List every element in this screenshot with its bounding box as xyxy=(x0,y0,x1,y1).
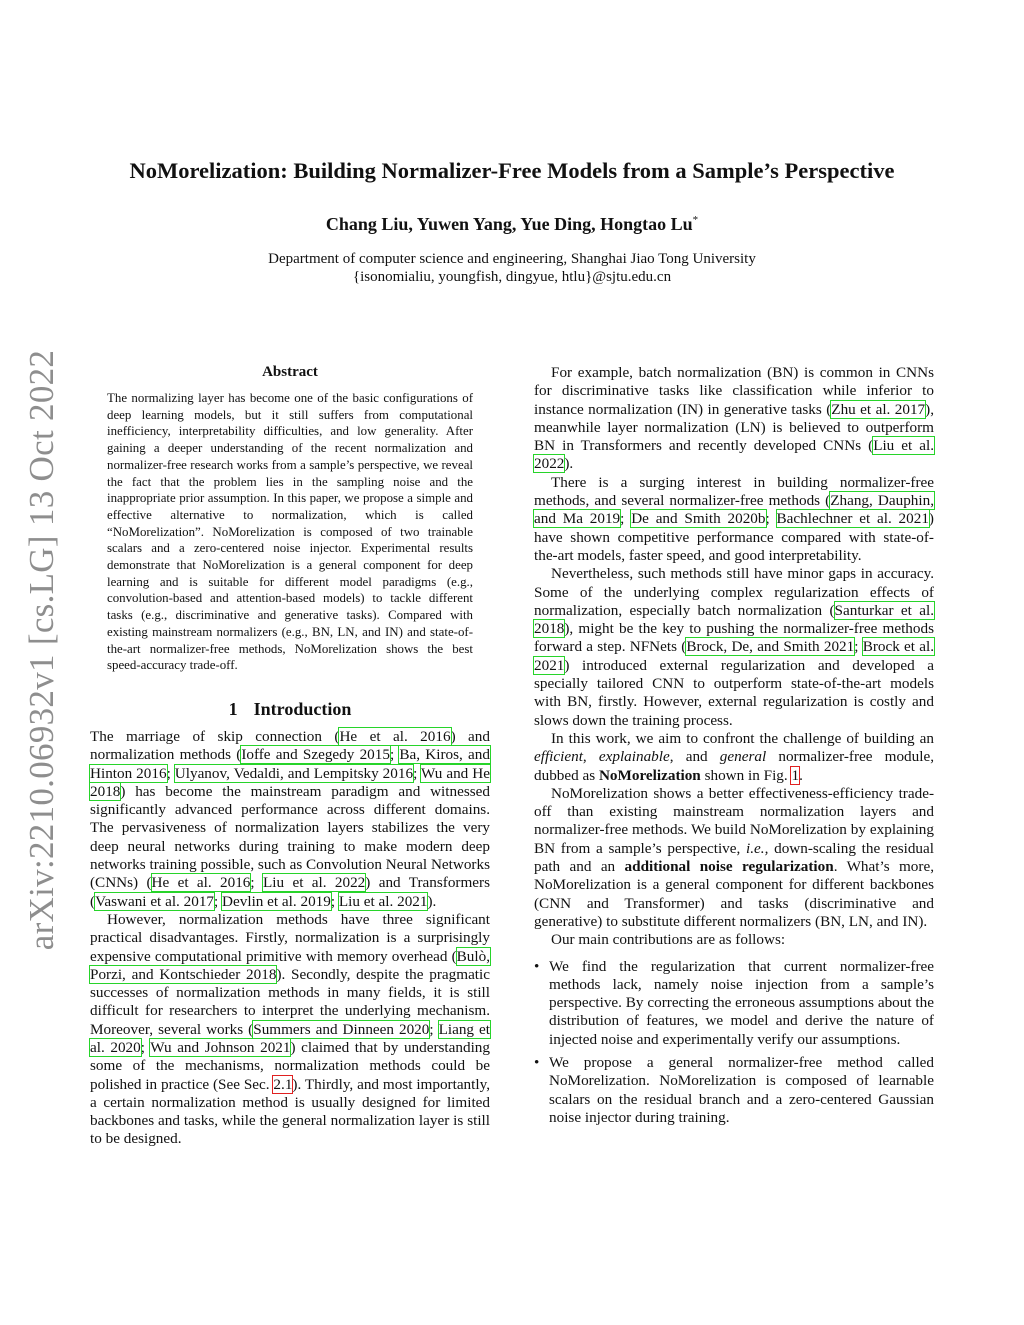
affiliation: Department of computer science and engineering, Shanghai Jiao Tong University xyxy=(268,251,756,267)
text-run: For example, batch normalization (BN) is common in CNNs for discriminative tasks like classification while inferior to instance normalization (IN) in generative tasks ( xyxy=(534,364,934,418)
citation-link[interactable]: Summers and Dinneen 2020 xyxy=(253,1020,430,1038)
text-run: The marriage of skip connection ( xyxy=(90,727,340,745)
text-run: Nevertheless, such methods still have minor gaps in accuracy. Some of the underlying complex regularization effects of normalization, especially batch normalization ( xyxy=(534,565,934,619)
text-run: ; xyxy=(140,1039,151,1056)
text-run: ; xyxy=(413,764,422,782)
text-run: ; xyxy=(854,638,863,656)
contribution-item: • We propose a general normalizer-free method called NoMorelization. NoMorelization is composed of learnable scalars on the residual branch and a zero-centered Gaussian noise injector during training. xyxy=(534,1054,934,1127)
citation-link[interactable]: Bachlechner et al. 2021 xyxy=(776,510,929,528)
text-run: NoMorelization shows a better effectiveness-efficiency trade-off than existing mainstream normalization layers and normalizer-free methods. We build NoMorelization by explaining BN from a sample’s perspective, xyxy=(534,784,934,857)
citation-link[interactable]: Ioffe and Szegedy 2015 xyxy=(241,746,390,764)
author-emails: {isonomialiu, youngfish, dingyue, htlu}@sjtu.edu.cn xyxy=(352,269,672,285)
text-run: ). xyxy=(427,892,437,910)
emphasis: explainable xyxy=(598,748,670,766)
text-run: In this work, we aim to confront the challenge of building an xyxy=(551,729,934,747)
citation-link[interactable]: He et al. 2016 xyxy=(151,874,251,892)
citation-link[interactable]: Ba, Kiros, and Hinton 2016 xyxy=(90,746,490,782)
citation-link[interactable]: Liu et al. 2021 xyxy=(338,892,428,910)
intro-paragraph-8: Our main contributions are as follows: xyxy=(551,931,786,949)
text-run: ; xyxy=(765,510,777,528)
text-run: ). xyxy=(564,455,574,473)
emphasis: i.e., xyxy=(746,839,769,857)
text-run: ; xyxy=(214,892,223,910)
text-run: . xyxy=(799,766,803,784)
text-run: , xyxy=(582,748,599,766)
intro-paragraph-6 xyxy=(534,730,934,785)
emphasis: efficient xyxy=(534,748,583,766)
section-heading-introduction xyxy=(90,699,490,720)
intro-paragraph-7 xyxy=(534,785,934,931)
citation-link[interactable]: Liu et al. 2022 xyxy=(534,437,934,473)
citation-link[interactable]: Devlin et al. 2019 xyxy=(222,892,331,910)
text-run: down-scaling the residual path and an xyxy=(534,839,934,876)
citation-link[interactable]: Brock, De, and Smith 2021 xyxy=(686,638,855,656)
author-list xyxy=(60,214,964,235)
bold-term: additional noise regularization xyxy=(624,858,834,876)
text-run: ; xyxy=(620,510,632,528)
intro-paragraph-2 xyxy=(90,911,490,1149)
text-run: ) have shown competitive performance compared with state-of-the-art models, faster speed, and good interpretability. xyxy=(534,510,934,564)
abstract-heading: Abstract xyxy=(262,364,318,380)
intro-paragraph-4 xyxy=(534,474,934,565)
citation-link[interactable]: Santurkar et al. 2018 xyxy=(534,601,934,638)
right-column xyxy=(534,364,934,1132)
text-run: normalizer-free module, dubbed as xyxy=(534,748,935,784)
paper-title: NoMorelization: Building Normalizer-Free Models from a Sample’s Perspective xyxy=(129,158,895,183)
citation-link[interactable]: Wu and Johnson 2021 xyxy=(150,1039,291,1056)
text-run: , and xyxy=(669,748,720,766)
corresponding-author-mark: * xyxy=(692,214,699,226)
text-run: ), might be the key to pushing the normalizer-free methods forward a step. NFNets ( xyxy=(534,620,934,656)
section-number: 1 xyxy=(228,698,238,719)
arxiv-identifier: arXiv:2210.06932v1 [cs.LG] 13 Oct 2022 xyxy=(22,349,61,951)
figure-reference-link[interactable]: 1 xyxy=(791,766,800,784)
text-run: ) introduced external regularization and developed a specially tailored CNN to outperform state-of-the-art models with BN, firstly. However, external regularization is costly and slows down the training process. xyxy=(534,656,934,729)
text-run: . What’s more, NoMorelization is a general component for different backbones (CNN and Transformer) and tasks (discriminative and generative) to substitute different normalizers (BN, LN, and IN). xyxy=(534,858,934,930)
text-run: ; xyxy=(389,746,400,764)
citation-link[interactable]: Liu et al. 2022 xyxy=(263,874,366,892)
text-run: ) and Transformers ( xyxy=(90,874,490,910)
intro-paragraph-5 xyxy=(534,565,934,730)
abstract-text: The normalizing layer has become one of the basic configurations of deep learning models, but it still suffers from computational inefficiency, interpretability difficulties, and low generality. After gaining a deeper understanding of the recent normalization and normalizer-free research works from a sample’s perspective, we reveal the fact that the problem lies in the sampling noise and the inappropriate prior assumption. In this paper, we propose a simple and effective alternative to normalization, which is called “NoMorelization”. NoMorelization is composed of two trainable scalars and a zero-centered noise injector. Experimental results demonstrate that NoMorelization is a general component for deep learning and is suitable for different model paradigms (e.g., convolution-based and attention-based models) to tackle different tasks (e.g., discriminative and generative tasks). Compared with existing mainstream normalizers (e.g., BN, LN, and IN) and state-of-the-art normalizer-free methods, NoMorelization shows the best speed-accuracy trade-off. xyxy=(107,391,473,673)
emphasis: general xyxy=(719,748,767,766)
text-run: ; xyxy=(429,1020,439,1038)
citation-link[interactable]: Ulyanov, Vedaldi, and Lempitsky 2016 xyxy=(174,764,414,782)
bold-term: NoMorelization xyxy=(598,766,701,784)
citation-link[interactable]: Zhu et al. 2017 xyxy=(831,400,926,418)
text-run: ; xyxy=(166,764,175,782)
intro-paragraph-1 xyxy=(90,728,490,911)
text-run: However, normalization methods have three significant practical disadvantages. Firstly, normalization is a surprisingly expensive computational primitive with memory overhead ( xyxy=(90,910,490,965)
citation-link[interactable]: De and Smith 2020b xyxy=(631,510,766,528)
section-title-text: Introduction xyxy=(253,698,352,719)
contributions-list xyxy=(534,958,934,1128)
text-run: There is a surging interest in building normalizer-free methods, and several normalizer-free methods ( xyxy=(534,473,934,510)
author-names: Chang Liu, Yuwen Yang, Yue Ding, Hongtao Lu xyxy=(325,214,693,234)
citation-link[interactable]: Brock et al. 2021 xyxy=(534,638,934,674)
text-run: ). Thirdly, and most importantly, a certain normalization method is usually designed for limited backbones and tasks, while the general normalization layer is still to be designed. xyxy=(90,1075,490,1148)
text-run: ). Secondly, despite the pragmatic successes of normalization methods in many fields, it is still difficult for researchers to interpret the underlying mechanism. Moreover, several works ( xyxy=(90,965,490,1038)
text-run: ) has become the mainstream paradigm and witnessed significantly advanced performance across different domains. The pervasiveness of normalization layers stabilizes the very deep neural networks during training to make modern deep networks training possible, such as Convolution Neural Networks (CNNs) ( xyxy=(90,782,490,892)
citation-link[interactable]: Wu and He 2018 xyxy=(90,764,490,800)
text-run: ; xyxy=(330,892,339,910)
citation-link[interactable]: He et al. 2016 xyxy=(339,727,451,745)
section-reference-link[interactable]: 2.1 xyxy=(273,1075,293,1093)
text-run: ), meanwhile layer normalization (LN) is believed to outperform BN in Transformers and recently developed CNNs ( xyxy=(534,400,934,455)
text-run: ) claimed that by understanding some of the mechanisms, normalization methods could be polished in practice (See Sec. xyxy=(90,1039,490,1093)
intro-paragraph-3 xyxy=(534,364,934,474)
contribution-item: • We find the regularization that current normalizer-free methods lack, namely noise injection from a sample’s perspective. By correcting the erroneous assumptions about the distribution of features, we model and derive the nature of injected noise and experimentally verify our assumptions. xyxy=(534,958,934,1049)
affiliation-block xyxy=(60,250,964,286)
citation-link[interactable]: Liang et al. 2020 xyxy=(90,1020,490,1056)
text-run: shown in Fig. xyxy=(700,766,792,784)
citation-link[interactable]: Bulò, Porzi, and Kontschieder 2018 xyxy=(90,947,490,983)
left-column xyxy=(90,364,490,1149)
citation-link[interactable]: Zhang, Dauphin, and Ma 2019 xyxy=(534,492,934,528)
text-run: ) and normalization methods ( xyxy=(90,727,490,764)
text-run: ; xyxy=(250,874,263,892)
citation-link[interactable]: Vaswani et al. 2017 xyxy=(95,892,215,910)
